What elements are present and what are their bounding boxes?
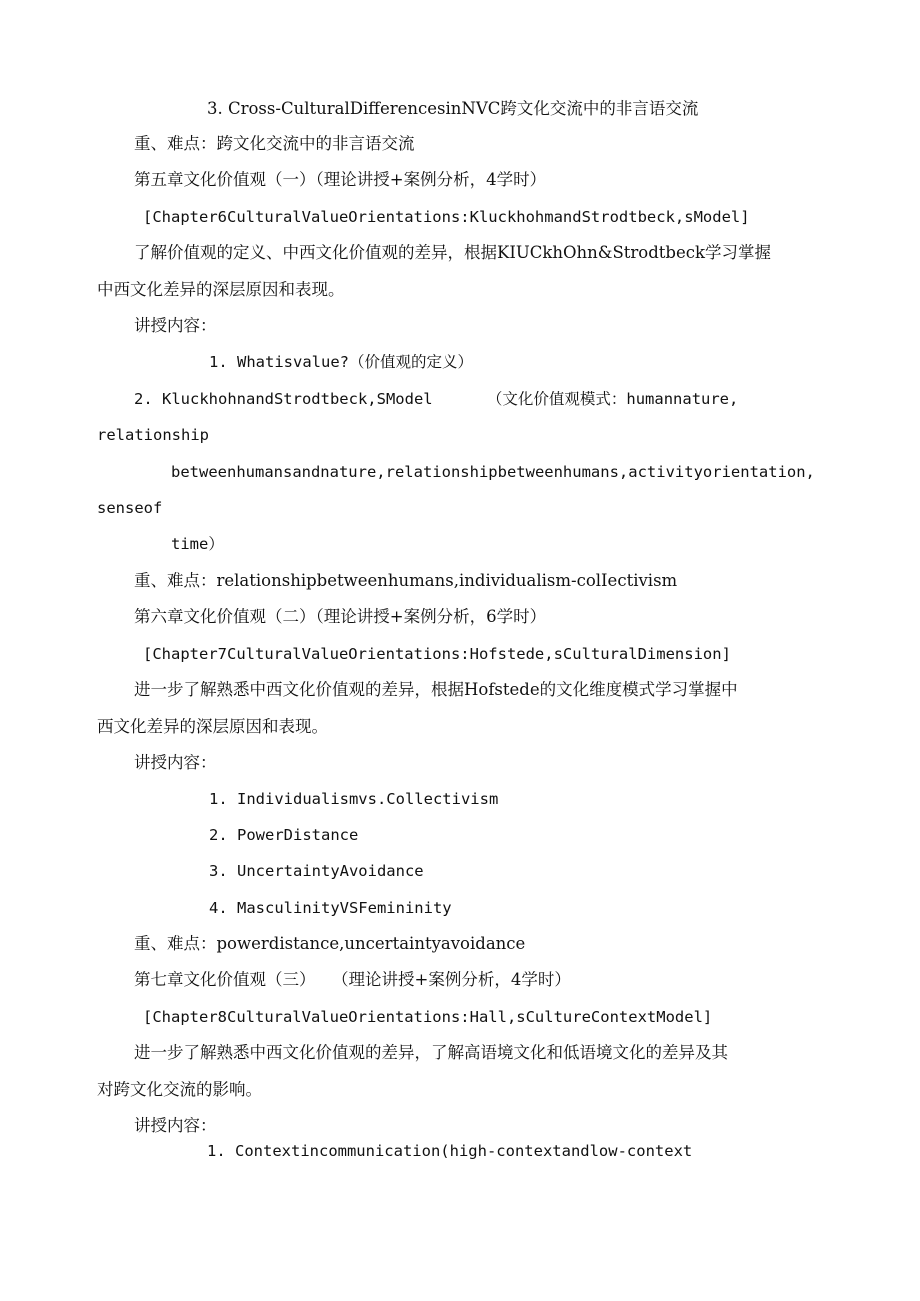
paragraph-text: 了解价值观的定义、中西文化价值观的差异，根据KIUCkhOhn&Strodtbeck学习掌握 xyxy=(134,243,771,262)
list-item-nvc: 3. Cross-CulturalDifferencesinNVC跨文化交流中的非言语交流 xyxy=(207,99,699,118)
list-item: 3. UncertaintyAvoidance xyxy=(209,862,424,880)
section-label: 讲授内容： xyxy=(134,1116,217,1135)
chapter-subtitle: [Chapter7CulturalValueOrientations:Hofstede,sCulturalDimension] xyxy=(143,645,731,663)
list-item: 2. PowerDistance xyxy=(209,826,359,844)
chapter-heading: 第六章文化价值观（二）（理论讲授+案例分析，6学时） xyxy=(134,607,547,626)
paragraph-text: 进一步了解熟悉中西文化价值观的差异，根据Hofstede的文化维度模式学习掌握中 xyxy=(134,680,738,699)
section-label: 讲授内容： xyxy=(134,753,217,772)
section-label: 讲授内容： xyxy=(134,316,217,335)
list-item: 2. KluckhohnandStrodtbeck,SModel （文化价值观模式：humannature, xyxy=(134,390,739,408)
paragraph-text: 对跨文化交流的影响。 xyxy=(97,1080,262,1099)
paragraph-text: 西文化差异的深层原因和表现。 xyxy=(97,717,328,736)
chapter-heading: 第五章文化价值观（一）（理论讲授+案例分析，4学时） xyxy=(134,170,547,189)
list-item-continuation: relationship xyxy=(97,426,209,444)
chapter-subtitle: [Chapter6CulturalValueOrientations:KluckhohmandStrodtbeck,sModel] xyxy=(143,208,750,226)
list-item-continuation: betweenhumansandnature,relationshipbetweenhumans,activityorientation, xyxy=(171,463,815,481)
paragraph-text: 中西文化差异的深层原因和表现。 xyxy=(97,280,345,299)
key-points-line: 重、难点：powerdistance,uncertaintyavoidance xyxy=(134,934,526,953)
paragraph-text: 进一步了解熟悉中西文化价值观的差异，了解高语境文化和低语境文化的差异及其 xyxy=(134,1043,728,1062)
key-points-line: 重、难点：relationshipbetweenhumans,individualism-colIectivism xyxy=(134,571,678,590)
chapter-heading: 第七章文化价值观（三） （理论讲授+案例分析，4学时） xyxy=(134,970,571,989)
list-item: 1. Individualismvs.Collectivism xyxy=(209,790,499,808)
chapter-subtitle: [Chapter8CulturalValueOrientations:Hall,sCultureContextModel] xyxy=(143,1008,713,1026)
list-item-continuation: senseof xyxy=(97,499,163,517)
list-item: 4. MasculinityVSFemininity xyxy=(209,899,452,917)
key-points-line: 重、难点：跨文化交流中的非言语交流 xyxy=(134,134,415,153)
list-item: 1. Whatisvalue?（价值观的定义） xyxy=(209,353,473,371)
list-item-continuation: time） xyxy=(171,535,224,553)
list-item: 1. Contextincommunication(high-contextandlow-context xyxy=(207,1142,693,1160)
